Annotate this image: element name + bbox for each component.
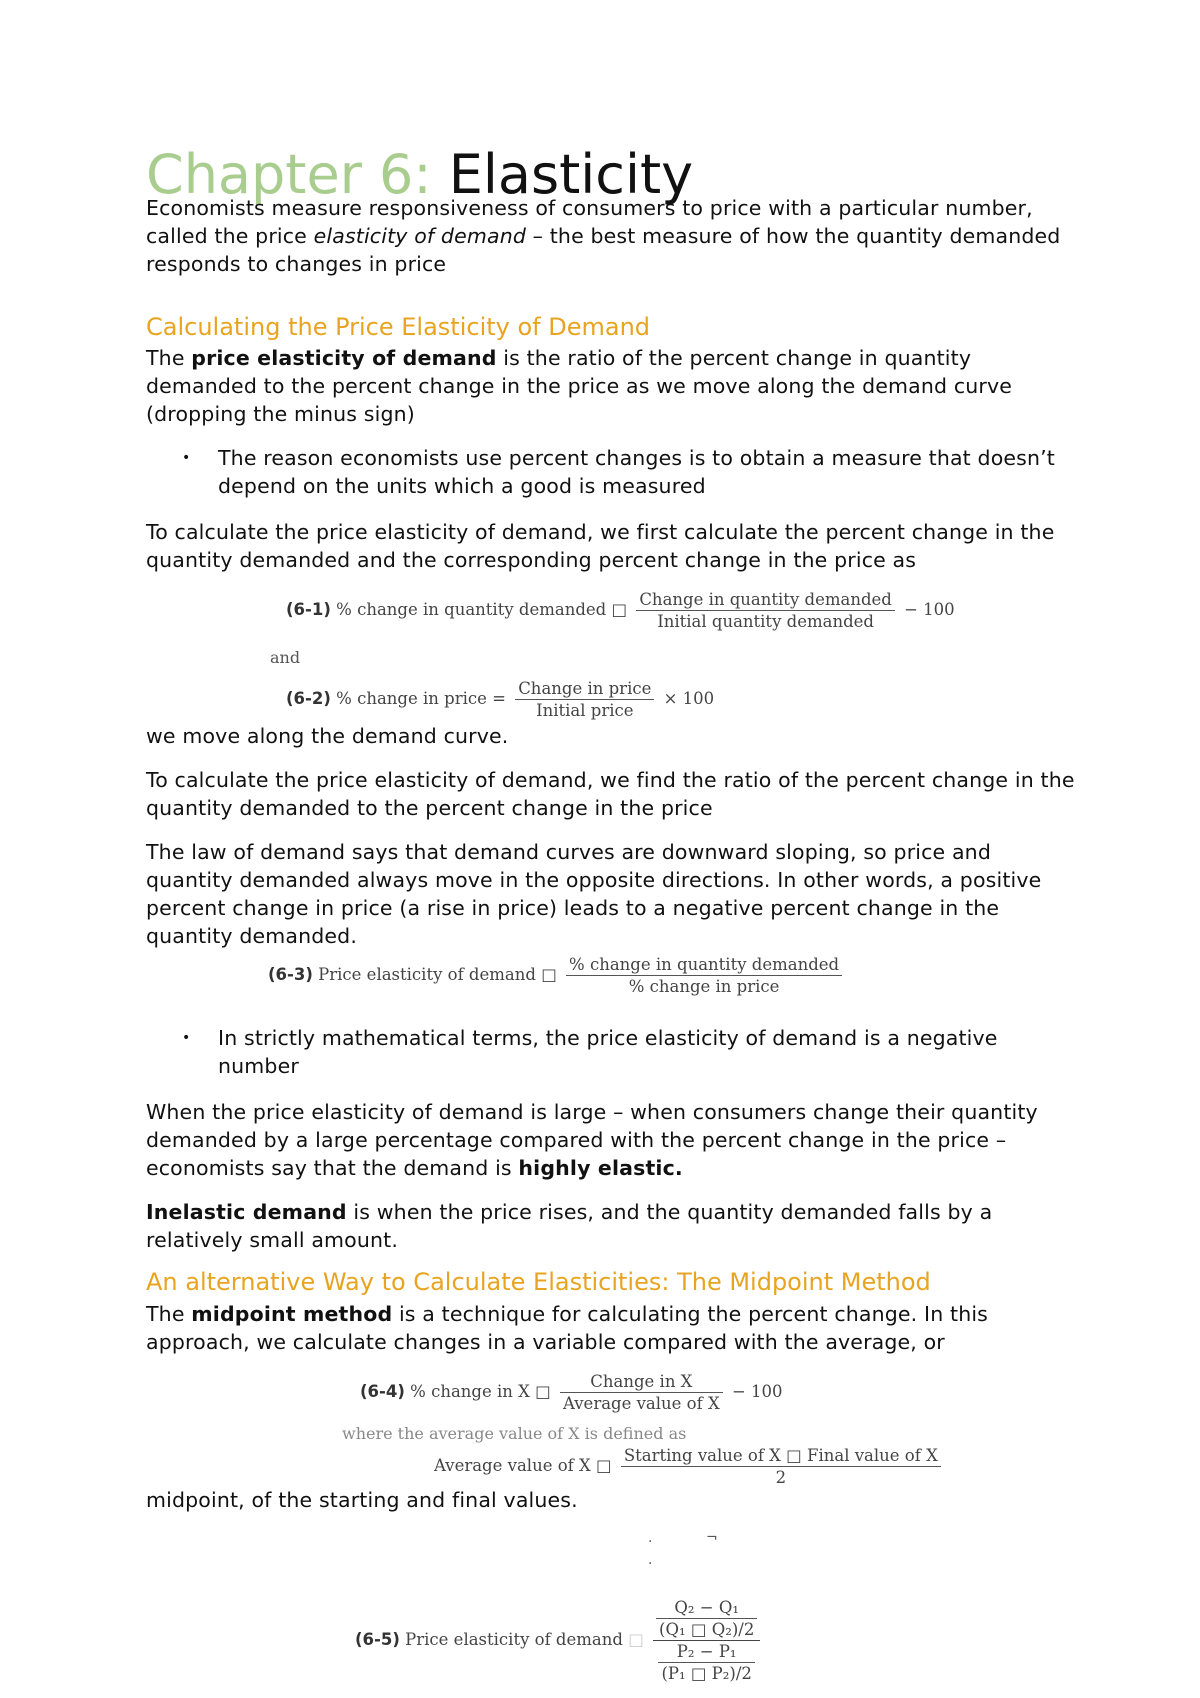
scan-artifact: ¬ (706, 1530, 718, 1546)
equation-connector: and (270, 648, 301, 667)
calc-intro-paragraph: To calculate the price elasticity of demand, we first calculate the percent change in the quantity demanded and the corresponding percent change in the price as (146, 520, 1055, 572)
bullet-icon: • (182, 450, 191, 466)
ratio-paragraph: To calculate the price elasticity of demand, we find the ratio of the percent change in the quantity demanded to the percent change in the price (146, 768, 1075, 820)
equation-6-5: (6-5) Price elasticity of demand □ $\frac{\frac{\text{Q₂ − Q₁}}{\text{(Q₁ □ Q₂)/2}}}{\frac{\text{P₂ − P₁}}{\text{(P₁ □ P₂)/2}}}$ (355, 1598, 764, 1683)
intro-paragraph: Economists measure responsiveness of consumers to price with a particular number, called the price elasticity of demand – the best measure of how the quantity demanded responds to changes in price (146, 196, 1061, 276)
average-value-formula: Average value of X □ $\frac{\text{Starting value of X □ Final value of X}}{2}$ (434, 1446, 945, 1487)
compound-fraction: $\frac{\frac{\text{Q₂ − Q₁}}{\text{(Q₁ □ Q₂)/2}}}{\frac{\text{P₂ − P₁}}{\text{(P₁ □ P₂)/2}}}$ (653, 1598, 760, 1683)
term-midpoint-method: midpoint method (191, 1302, 393, 1326)
term-highly-elastic: highly elastic. (518, 1156, 683, 1180)
midpoint-paragraph: midpoint, of the starting and final values. (146, 1488, 578, 1512)
elastic-paragraph: When the price elasticity of demand is large – when consumers change their quantity demanded by a large percentage compared with the percent change in the price – economists say that the demand is highly elastic. (146, 1100, 1038, 1180)
section-heading-midpoint: An alternative Way to Calculate Elasticities: The Midpoint Method (146, 1268, 931, 1296)
document-page: Chapter 6: Elasticity Economists measure responsiveness of consumers to price with a particular number, called the price elasticity of demand – the best measure of how the quantity demanded responds to changes in price Calculating the Price Elasticity of Demand The price elasticity of demand is the ratio of the percent change in quantity demanded to the percent change in the price as we move along the demand curve (dropping the minus sign) • The reason economists use percent changes is to obtain a measure that doesn’t depend on the units which a good is measured To calculate the price elasticity of demand, we first calculate the percent change in the quantity demanded and the corresponding percent change in the price as (6-1) % change in quantity demanded □ $\frac{\text{Change in quantity demanded}}{\text{Initial quantity demanded}}$ − 100 and (6-2) % change in price = $\frac{\text{Change in price}}{\text{Initial price}}$ × 100 we move along the demand curve. To calculate the price elasticity of demand, we find the ratio of the percent change in the quantity demanded to the percent change in the price The law of demand says that demand curves are downward sloping, so price and quantity demanded always move in the opposite directions. In other words, a positive percent change in price (a rise in price) leads to a negative percent change in the quantity demanded. (6-3) Price elasticity of demand □ $\frac{\text{\% change in quantity demanded}}{\text{\% change in price}}$ • In strictly mathematical terms, the price elasticity of demand is a negative number When the price elasticity of demand is large – when consumers change their quantity demanded by a large percentage compared with the percent change in the price – economists say that the demand is highly elastic. Inelastic demand is when the price rises, and the quantity demanded falls by a relatively small amount. An alternative Way to Calculate Elasticities: The Midpoint Method The midpoint method is a technique for calculating the percent change. In this approach, we calculate changes in a variable compared with the average, or (6-4) % change in X □ $\frac{\text{Change in X}}{\text{Average value of X}}$ − 100 where the average value of X is defined as Average value of X □ $\frac{\text{Starting value of X □ Final value of X}}{2}$ midpoint, of the starting and final values. · ¬ · (6-5) Price elasticity of demand □ $\frac{\frac{\text{Q₂ − Q₁}}{\text{(Q₁ □ Q₂)/2}}}{\frac{\text{P₂ − P₁}}{\text{(P₁ □ P₂)/2}}}$ (146, 143, 1075, 1683)
midpoint-definition-paragraph: The midpoint method is a technique for calculating the percent change. In this approach, we calculate changes in a variable compared with the average, or (146, 1302, 989, 1354)
scan-artifact: · (648, 1534, 653, 1550)
equation-6-2: (6-2) % change in price = $\frac{\text{Change in price}}{\text{Initial price}}$ × 100 (286, 679, 715, 720)
equation-6-4: (6-4) % change in X □ $\frac{\text{Change in X}}{\text{Average value of X}}$ − 100 (360, 1372, 783, 1413)
inelastic-paragraph: Inelastic demand is when the price rises, and the quantity demanded falls by a relatively small amount. (146, 1200, 993, 1252)
chapter-name: Elasticity (448, 143, 694, 206)
equation-6-1: (6-1) % change in quantity demanded □ $\frac{\text{Change in quantity demanded}}{\text{Initial quantity demanded}}$ − 100 (286, 590, 955, 631)
definition-paragraph: The price elasticity of demand is the ratio of the percent change in quantity demanded to the percent change in the price as we move along the demand curve (dropping the minus sign) (146, 346, 1013, 426)
equation-6-3: (6-3) Price elasticity of demand □ $\frac{\text{\% change in quantity demanded}}{\text{\% change in price}}$ (268, 955, 846, 996)
section-heading-calculating: Calculating the Price Elasticity of Demand (146, 313, 651, 341)
scan-artifact: · (648, 1556, 653, 1572)
term-elasticity-of-demand: elasticity of demand (313, 224, 526, 248)
chapter-number: Chapter 6: (146, 143, 432, 206)
average-definition-note: where the average value of X is defined as (342, 1424, 687, 1443)
term-price-elasticity: price elasticity of demand (191, 346, 497, 370)
bullet-icon: • (182, 1030, 191, 1046)
law-of-demand-paragraph: The law of demand says that demand curves are downward sloping, so price and quantity demanded always move in the opposite directions. In other words, a positive percent change in price (a rise in price) leads to a negative percent change in the quantity demanded. (146, 840, 1042, 948)
move-along-paragraph: we move along the demand curve. (146, 724, 509, 748)
term-inelastic-demand: Inelastic demand (146, 1200, 347, 1224)
